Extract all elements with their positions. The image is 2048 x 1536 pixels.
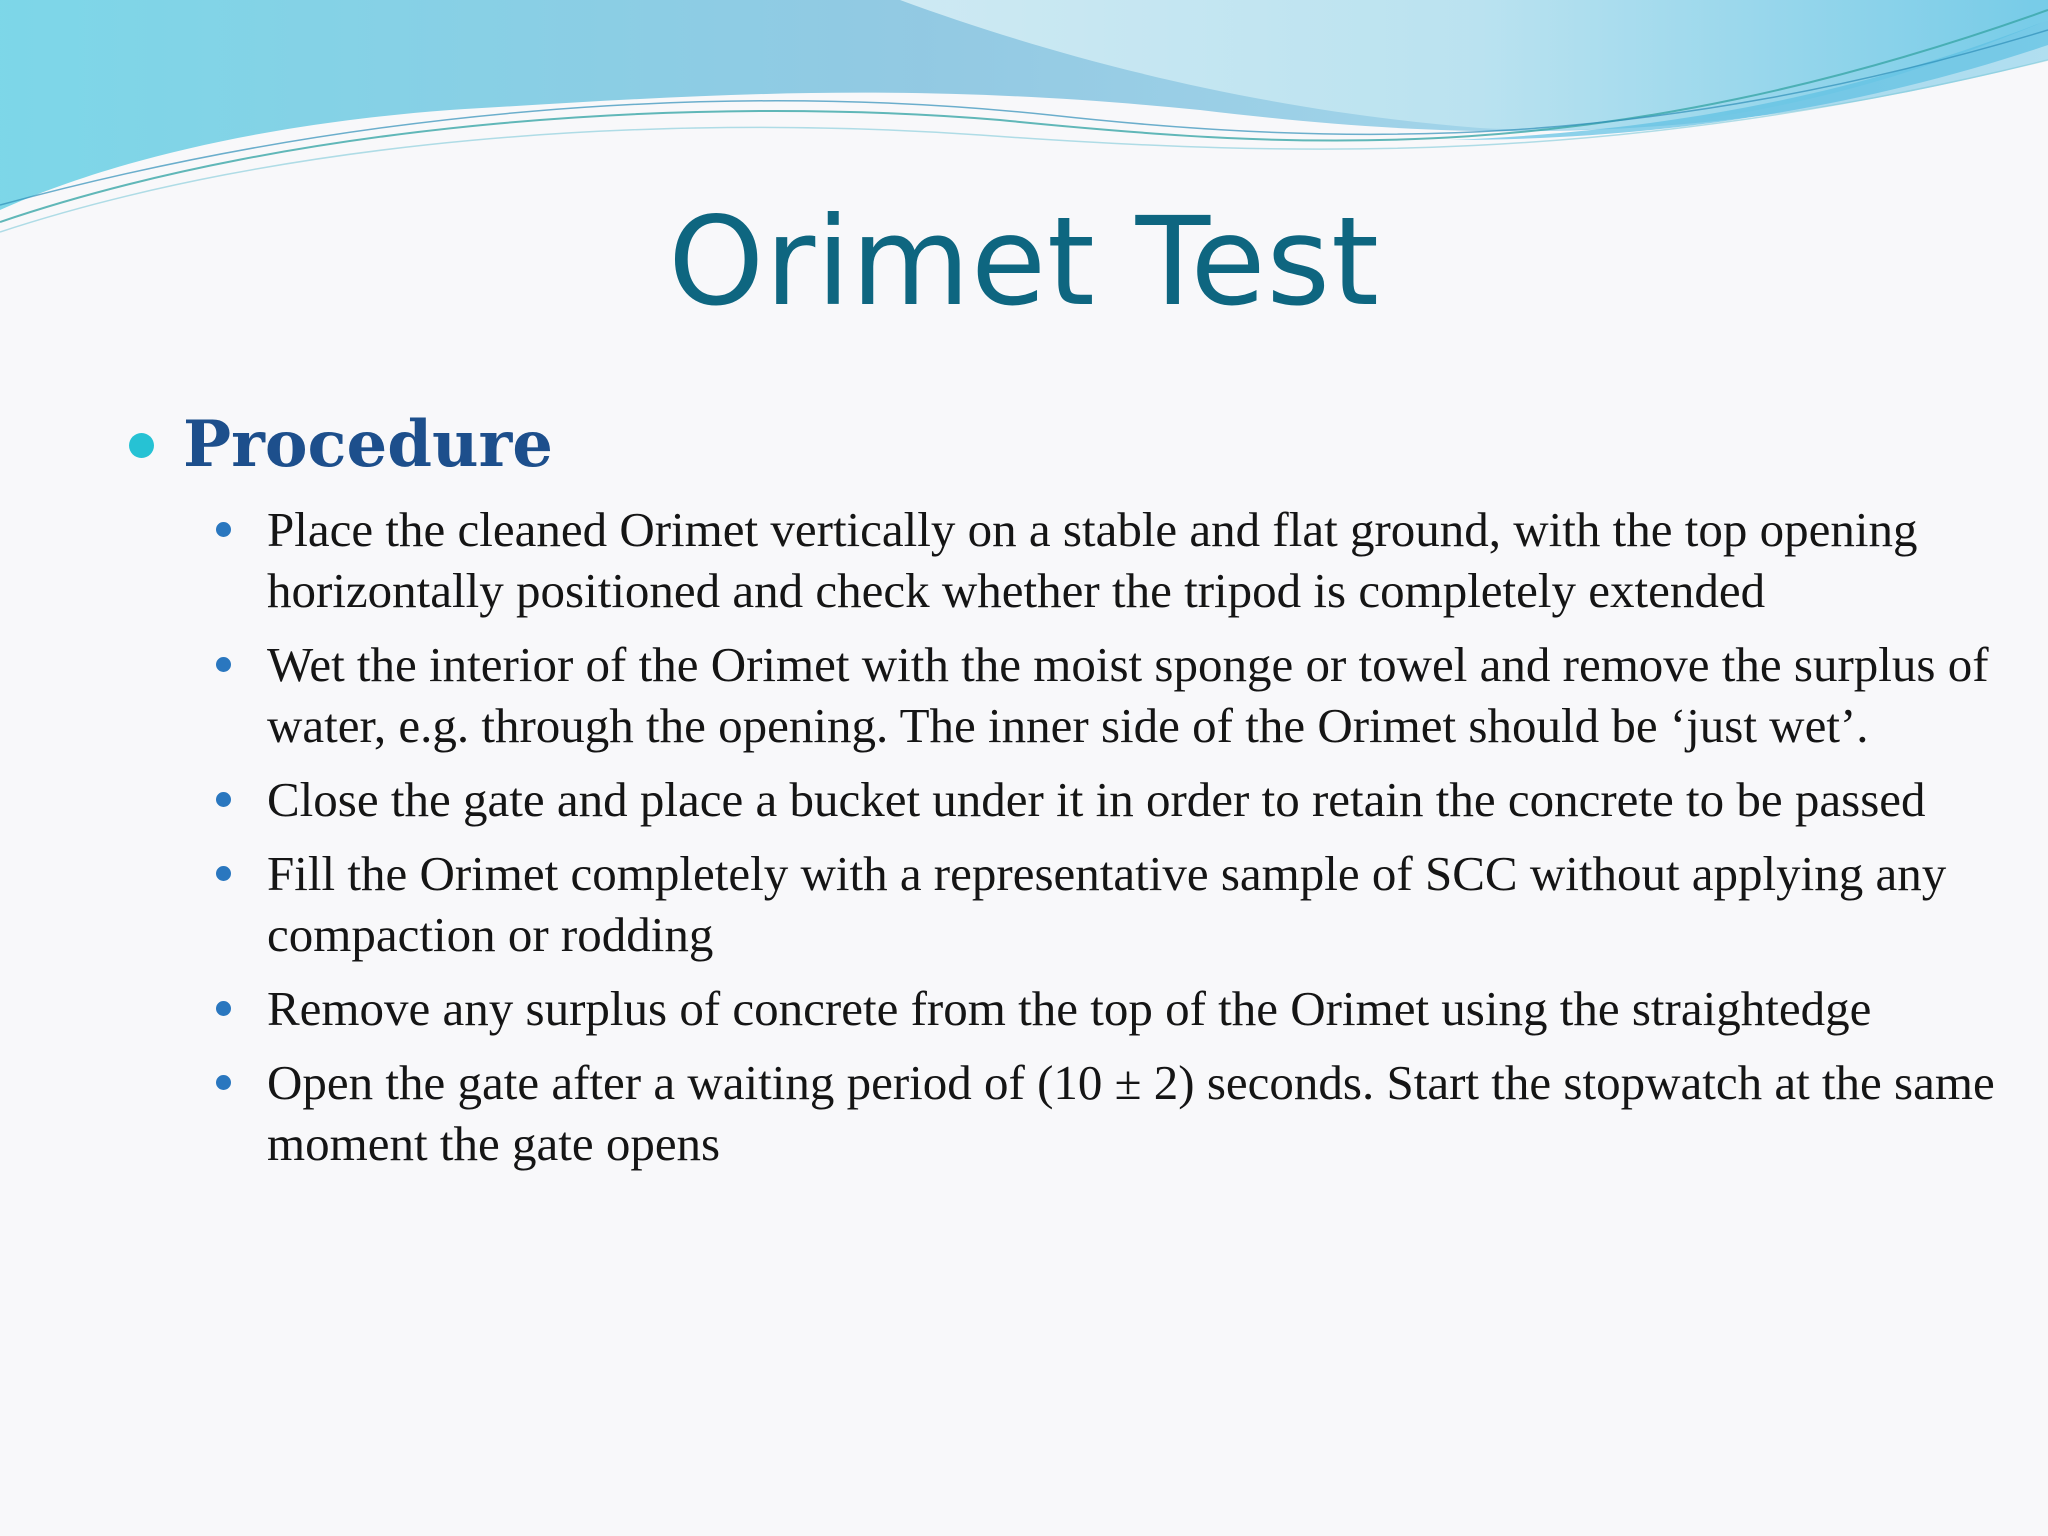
procedure-step-text: Open the gate after a waiting period of (10 ± 2) seconds. Start the stopwatch at the same moment the gate opens <box>267 1055 1995 1171</box>
procedure-steps-list <box>125 499 2005 1174</box>
procedure-step <box>125 634 2005 756</box>
procedure-heading: Procedure <box>183 407 553 482</box>
procedure-step <box>125 843 2005 965</box>
bullet-icon <box>216 522 231 537</box>
bullet-icon <box>216 1001 231 1016</box>
procedure-section <box>125 405 2005 1187</box>
procedure-step-text: Place the cleaned Orimet vertically on a stable and flat ground, with the top opening horizontally positioned and check whether the tripod is completely extended <box>267 502 1918 618</box>
procedure-step <box>125 1052 2005 1174</box>
bullet-icon <box>216 657 231 672</box>
slide-title: Orimet Test <box>668 191 1380 333</box>
procedure-step-text: Remove any surplus of concrete from the top of the Orimet using the straightedge <box>267 981 1872 1036</box>
procedure-step-text: Close the gate and place a bucket under it in order to retain the concrete to be passed <box>267 772 1926 827</box>
procedure-step <box>125 978 2005 1039</box>
bullet-icon <box>216 792 231 807</box>
bullet-icon <box>216 1075 231 1090</box>
bullet-icon <box>216 866 231 881</box>
procedure-step-text: Wet the interior of the Orimet with the moist sponge or towel and remove the surplus of water, e.g. through the opening. The inner side of the Orimet should be ‘just wet’. <box>267 637 1989 753</box>
bullet-icon <box>129 433 154 458</box>
procedure-step-text: Fill the Orimet completely with a representative sample of SCC without applying any compaction or rodding <box>267 846 1947 962</box>
procedure-step <box>125 499 2005 621</box>
procedure-heading-row <box>125 405 2005 485</box>
procedure-step <box>125 769 2005 830</box>
